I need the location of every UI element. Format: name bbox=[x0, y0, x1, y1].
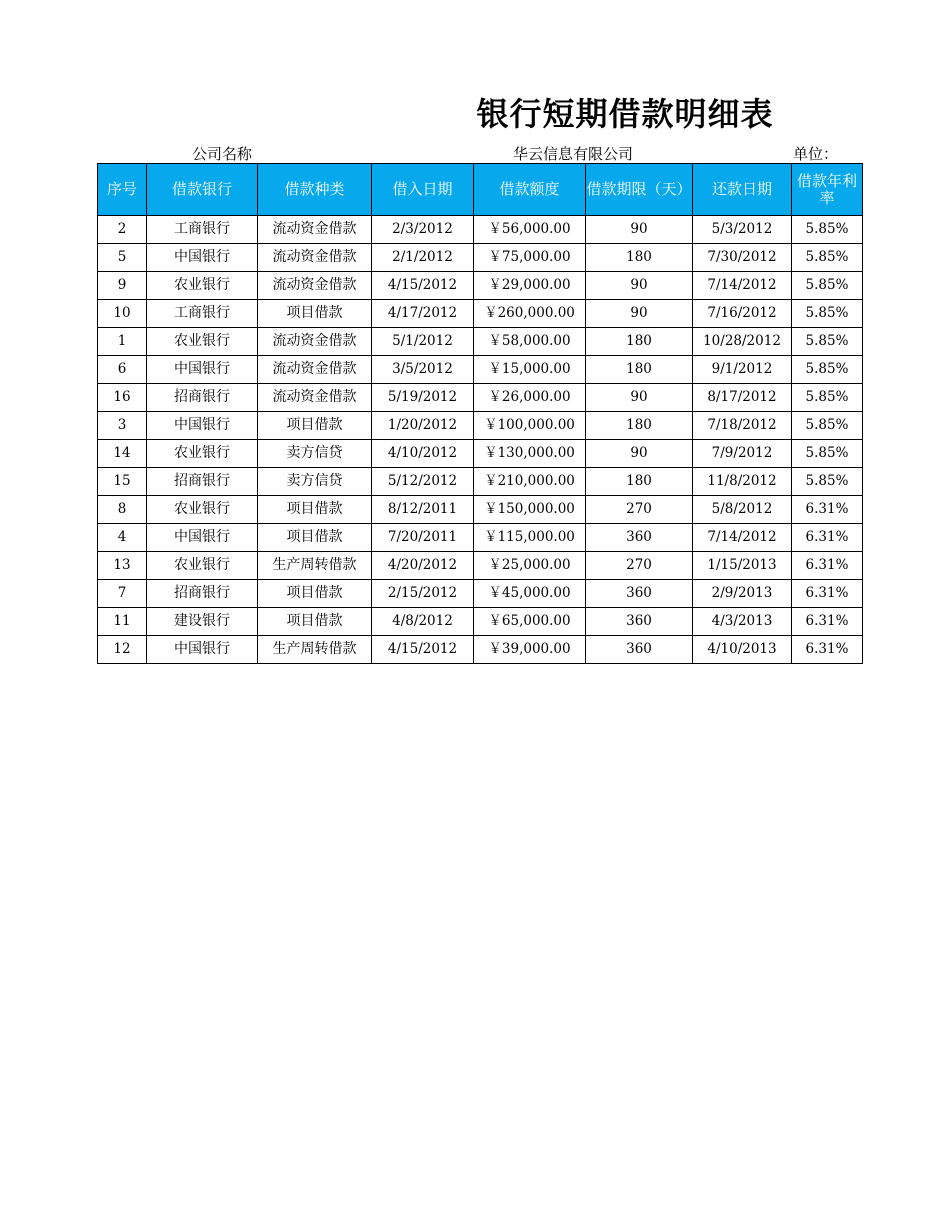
cell-amount[interactable]: ￥210,000.00 bbox=[474, 468, 586, 496]
cell-term-days[interactable]: 360 bbox=[586, 524, 693, 552]
cell-amount[interactable]: ￥39,000.00 bbox=[474, 636, 586, 664]
cell-repay-date[interactable]: 4/3/2013 bbox=[693, 608, 792, 636]
cell-annual-rate[interactable]: 5.85% bbox=[792, 300, 863, 328]
table-row bbox=[98, 412, 863, 440]
cell-loan-type[interactable]: 项目借款 bbox=[258, 608, 372, 636]
cell-repay-date[interactable]: 7/18/2012 bbox=[693, 412, 792, 440]
cell-loan-type[interactable]: 流动资金借款 bbox=[258, 328, 372, 356]
cell-amount[interactable]: ￥65,000.00 bbox=[474, 608, 586, 636]
cell-borrow-date[interactable]: 2/3/2012 bbox=[372, 216, 474, 244]
cell-index[interactable]: 16 bbox=[98, 384, 147, 412]
table-row bbox=[98, 608, 863, 636]
table-row bbox=[98, 272, 863, 300]
header-repay-date[interactable]: 还款日期 bbox=[693, 164, 792, 216]
table-row bbox=[98, 328, 863, 356]
cell-term-days[interactable]: 180 bbox=[586, 244, 693, 272]
cell-bank[interactable]: 中国银行 bbox=[147, 636, 258, 664]
cell-borrow-date[interactable]: 4/8/2012 bbox=[372, 608, 474, 636]
cell-loan-type[interactable]: 流动资金借款 bbox=[258, 384, 372, 412]
cell-index[interactable]: 6 bbox=[98, 356, 147, 384]
cell-loan-type[interactable]: 项目借款 bbox=[258, 412, 372, 440]
cell-annual-rate[interactable]: 6.31% bbox=[792, 496, 863, 524]
cell-amount[interactable]: ￥260,000.00 bbox=[474, 300, 586, 328]
cell-loan-type[interactable]: 项目借款 bbox=[258, 300, 372, 328]
cell-repay-date[interactable]: 5/3/2012 bbox=[693, 216, 792, 244]
cell-bank[interactable]: 农业银行 bbox=[147, 272, 258, 300]
loan-detail-table bbox=[97, 163, 863, 664]
cell-bank[interactable]: 招商银行 bbox=[147, 468, 258, 496]
cell-borrow-date[interactable]: 4/17/2012 bbox=[372, 300, 474, 328]
cell-amount[interactable]: ￥56,000.00 bbox=[474, 216, 586, 244]
table-row bbox=[98, 300, 863, 328]
cell-index[interactable]: 1 bbox=[98, 328, 147, 356]
cell-bank[interactable]: 中国银行 bbox=[147, 412, 258, 440]
table-row bbox=[98, 552, 863, 580]
cell-loan-type[interactable]: 生产周转借款 bbox=[258, 636, 372, 664]
cell-annual-rate[interactable]: 6.31% bbox=[792, 524, 863, 552]
cell-term-days[interactable]: 360 bbox=[586, 608, 693, 636]
cell-term-days[interactable]: 270 bbox=[586, 496, 693, 524]
cell-term-days[interactable]: 270 bbox=[586, 552, 693, 580]
cell-bank[interactable]: 农业银行 bbox=[147, 440, 258, 468]
cell-amount[interactable]: ￥58,000.00 bbox=[474, 328, 586, 356]
cell-term-days[interactable]: 180 bbox=[586, 468, 693, 496]
cell-index[interactable]: 15 bbox=[98, 468, 147, 496]
header-term-days[interactable]: 借款期限（天） bbox=[586, 164, 693, 216]
cell-annual-rate[interactable]: 5.85% bbox=[792, 272, 863, 300]
cell-amount[interactable]: ￥45,000.00 bbox=[474, 580, 586, 608]
cell-term-days[interactable]: 90 bbox=[586, 300, 693, 328]
cell-bank[interactable]: 中国银行 bbox=[147, 356, 258, 384]
header-index[interactable]: 序号 bbox=[98, 164, 147, 216]
cell-annual-rate[interactable]: 5.85% bbox=[792, 244, 863, 272]
cell-annual-rate[interactable]: 6.31% bbox=[792, 552, 863, 580]
cell-amount[interactable]: ￥25,000.00 bbox=[474, 552, 586, 580]
table-row bbox=[98, 636, 863, 664]
cell-annual-rate[interactable]: 5.85% bbox=[792, 440, 863, 468]
cell-amount[interactable]: ￥15,000.00 bbox=[474, 356, 586, 384]
cell-annual-rate[interactable]: 5.85% bbox=[792, 468, 863, 496]
cell-repay-date[interactable]: 10/28/2012 bbox=[693, 328, 792, 356]
header-amount[interactable]: 借款额度 bbox=[474, 164, 586, 216]
cell-index[interactable]: 14 bbox=[98, 440, 147, 468]
table-row bbox=[98, 384, 863, 412]
cell-annual-rate[interactable]: 5.85% bbox=[792, 328, 863, 356]
cell-borrow-date[interactable]: 5/1/2012 bbox=[372, 328, 474, 356]
cell-term-days[interactable]: 90 bbox=[586, 440, 693, 468]
cell-repay-date[interactable]: 4/10/2013 bbox=[693, 636, 792, 664]
cell-annual-rate[interactable]: 6.31% bbox=[792, 636, 863, 664]
cell-bank[interactable]: 招商银行 bbox=[147, 384, 258, 412]
cell-amount[interactable]: ￥130,000.00 bbox=[474, 440, 586, 468]
table-row bbox=[98, 524, 863, 552]
cell-repay-date[interactable]: 7/30/2012 bbox=[693, 244, 792, 272]
header-loan-type[interactable]: 借款种类 bbox=[258, 164, 372, 216]
table-row bbox=[98, 580, 863, 608]
cell-repay-date[interactable]: 7/14/2012 bbox=[693, 272, 792, 300]
cell-annual-rate[interactable]: 5.85% bbox=[792, 216, 863, 244]
company-name-value: 华云信息有限公司 bbox=[513, 145, 634, 163]
cell-amount[interactable]: ￥75,000.00 bbox=[474, 244, 586, 272]
cell-borrow-date[interactable]: 4/15/2012 bbox=[372, 272, 474, 300]
cell-index[interactable]: 12 bbox=[98, 636, 147, 664]
cell-index[interactable]: 8 bbox=[98, 496, 147, 524]
cell-repay-date[interactable]: 7/16/2012 bbox=[693, 300, 792, 328]
table-row bbox=[98, 216, 863, 244]
cell-bank[interactable]: 招商银行 bbox=[147, 580, 258, 608]
table-header-row bbox=[98, 164, 863, 216]
table-body bbox=[98, 216, 863, 664]
cell-loan-type[interactable]: 流动资金借款 bbox=[258, 244, 372, 272]
cell-borrow-date[interactable]: 4/10/2012 bbox=[372, 440, 474, 468]
cell-borrow-date[interactable]: 1/20/2012 bbox=[372, 412, 474, 440]
cell-loan-type[interactable]: 项目借款 bbox=[258, 524, 372, 552]
cell-bank[interactable]: 中国银行 bbox=[147, 524, 258, 552]
cell-borrow-date[interactable]: 4/15/2012 bbox=[372, 636, 474, 664]
cell-amount[interactable]: ￥100,000.00 bbox=[474, 412, 586, 440]
cell-loan-type[interactable]: 项目借款 bbox=[258, 496, 372, 524]
header-bank[interactable]: 借款银行 bbox=[147, 164, 258, 216]
cell-bank[interactable]: 农业银行 bbox=[147, 496, 258, 524]
cell-term-days[interactable]: 180 bbox=[586, 412, 693, 440]
cell-annual-rate[interactable]: 5.85% bbox=[792, 384, 863, 412]
cell-borrow-date[interactable]: 4/20/2012 bbox=[372, 552, 474, 580]
cell-index[interactable]: 5 bbox=[98, 244, 147, 272]
cell-term-days[interactable]: 180 bbox=[586, 356, 693, 384]
cell-amount[interactable]: ￥26,000.00 bbox=[474, 384, 586, 412]
cell-annual-rate[interactable]: 6.31% bbox=[792, 608, 863, 636]
cell-borrow-date[interactable]: 5/19/2012 bbox=[372, 384, 474, 412]
page-title: 银行短期借款明细表 bbox=[476, 95, 774, 133]
table-row bbox=[98, 496, 863, 524]
unit-label: 单位： bbox=[793, 145, 839, 163]
cell-borrow-date[interactable]: 5/12/2012 bbox=[372, 468, 474, 496]
table-row bbox=[98, 468, 863, 496]
cell-loan-type[interactable]: 卖方信贷 bbox=[258, 440, 372, 468]
cell-repay-date[interactable]: 5/8/2012 bbox=[693, 496, 792, 524]
cell-index[interactable]: 3 bbox=[98, 412, 147, 440]
cell-loan-type[interactable]: 流动资金借款 bbox=[258, 272, 372, 300]
header-borrow-date[interactable]: 借入日期 bbox=[372, 164, 474, 216]
cell-amount[interactable]: ￥150,000.00 bbox=[474, 496, 586, 524]
cell-term-days[interactable]: 360 bbox=[586, 636, 693, 664]
cell-bank[interactable]: 工商银行 bbox=[147, 300, 258, 328]
cell-borrow-date[interactable]: 3/5/2012 bbox=[372, 356, 474, 384]
cell-borrow-date[interactable]: 8/12/2011 bbox=[372, 496, 474, 524]
cell-repay-date[interactable]: 2/9/2013 bbox=[693, 580, 792, 608]
cell-loan-type[interactable]: 生产周转借款 bbox=[258, 552, 372, 580]
cell-index[interactable]: 13 bbox=[98, 552, 147, 580]
cell-bank[interactable]: 建设银行 bbox=[147, 608, 258, 636]
cell-term-days[interactable]: 90 bbox=[586, 272, 693, 300]
cell-term-days[interactable]: 90 bbox=[586, 384, 693, 412]
cell-bank[interactable]: 中国银行 bbox=[147, 244, 258, 272]
cell-index[interactable]: 9 bbox=[98, 272, 147, 300]
cell-repay-date[interactable]: 9/1/2012 bbox=[693, 356, 792, 384]
cell-term-days[interactable]: 90 bbox=[586, 216, 693, 244]
cell-index[interactable]: 7 bbox=[98, 580, 147, 608]
cell-borrow-date[interactable]: 2/15/2012 bbox=[372, 580, 474, 608]
cell-repay-date[interactable]: 7/14/2012 bbox=[693, 524, 792, 552]
cell-amount[interactable]: ￥115,000.00 bbox=[474, 524, 586, 552]
cell-term-days[interactable]: 180 bbox=[586, 328, 693, 356]
header-annual-rate[interactable]: 借款年利率 bbox=[792, 164, 863, 216]
table-row bbox=[98, 244, 863, 272]
cell-bank[interactable]: 农业银行 bbox=[147, 328, 258, 356]
cell-loan-type[interactable]: 卖方信贷 bbox=[258, 468, 372, 496]
cell-index[interactable]: 2 bbox=[98, 216, 147, 244]
cell-borrow-date[interactable]: 2/1/2012 bbox=[372, 244, 474, 272]
cell-bank[interactable]: 工商银行 bbox=[147, 216, 258, 244]
cell-index[interactable]: 11 bbox=[98, 608, 147, 636]
cell-index[interactable]: 10 bbox=[98, 300, 147, 328]
cell-annual-rate[interactable]: 5.85% bbox=[792, 412, 863, 440]
cell-amount[interactable]: ￥29,000.00 bbox=[474, 272, 586, 300]
cell-repay-date[interactable]: 1/15/2013 bbox=[693, 552, 792, 580]
cell-index[interactable]: 4 bbox=[98, 524, 147, 552]
table-row bbox=[98, 440, 863, 468]
cell-repay-date[interactable]: 8/17/2012 bbox=[693, 384, 792, 412]
cell-repay-date[interactable]: 11/8/2012 bbox=[693, 468, 792, 496]
table-row bbox=[98, 356, 863, 384]
cell-loan-type[interactable]: 流动资金借款 bbox=[258, 356, 372, 384]
cell-annual-rate[interactable]: 5.85% bbox=[792, 356, 863, 384]
cell-loan-type[interactable]: 项目借款 bbox=[258, 580, 372, 608]
cell-loan-type[interactable]: 流动资金借款 bbox=[258, 216, 372, 244]
cell-borrow-date[interactable]: 7/20/2011 bbox=[372, 524, 474, 552]
company-name-label: 公司名称 bbox=[192, 145, 253, 163]
cell-repay-date[interactable]: 7/9/2012 bbox=[693, 440, 792, 468]
cell-term-days[interactable]: 360 bbox=[586, 580, 693, 608]
cell-bank[interactable]: 农业银行 bbox=[147, 552, 258, 580]
cell-annual-rate[interactable]: 6.31% bbox=[792, 580, 863, 608]
